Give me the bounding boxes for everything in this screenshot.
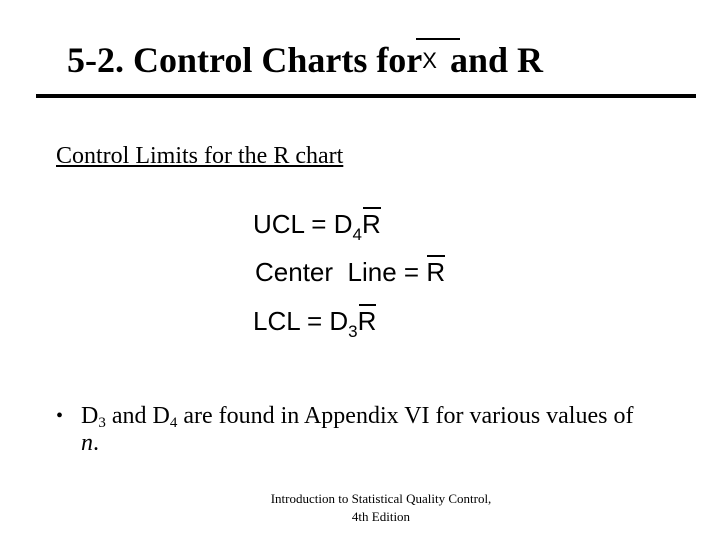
section-heading: Control Limits for the R chart — [56, 143, 344, 169]
line-label: Line — [347, 257, 397, 287]
title-divider — [36, 94, 696, 98]
r-bar-symbol: R — [426, 257, 446, 287]
bullet-icon: • — [56, 405, 64, 427]
slide-footer — [236, 490, 526, 526]
overline — [416, 38, 460, 40]
title-suffix: and R — [449, 40, 544, 80]
bullet-point — [56, 403, 656, 457]
d3-letter: D — [81, 403, 99, 429]
and-word: and — [111, 403, 147, 429]
lcl-formula — [253, 306, 377, 341]
ucl-label: UCL — [253, 209, 305, 239]
lcl-label: LCL — [253, 306, 300, 336]
d4-sub: 4 — [169, 415, 178, 431]
d3-subscript: 3 — [348, 322, 358, 341]
x-bar-symbol — [422, 50, 437, 72]
ucl-formula — [253, 209, 381, 244]
d3-factor: D — [329, 306, 349, 336]
equals-sign: = — [311, 209, 327, 239]
d3-sub: 3 — [98, 415, 106, 431]
bullet-period: . — [93, 430, 99, 456]
title-prefix: 5-2. Control Charts for — [67, 40, 423, 80]
center-label: Center — [255, 257, 334, 287]
n-variable: n — [81, 430, 93, 456]
footer-line-1: Introduction to Statistical Quality Control, — [270, 491, 492, 506]
d4-factor: D — [333, 209, 353, 239]
center-line-formula — [255, 259, 445, 285]
footer-line-2: 4th Edition — [351, 509, 411, 524]
d4-letter: D — [152, 403, 170, 429]
r-bar-symbol: R — [361, 209, 381, 239]
slide-title — [67, 42, 543, 78]
r-bar-symbol: R — [357, 306, 377, 336]
bullet-body: are found in Appendix VI for various values of — [183, 403, 634, 429]
equals-sign: = — [306, 306, 323, 336]
equals-sign: = — [403, 257, 420, 287]
bullet-text — [81, 403, 656, 457]
x-bar-letter: X — [422, 48, 437, 73]
d4-subscript: 4 — [352, 225, 362, 244]
